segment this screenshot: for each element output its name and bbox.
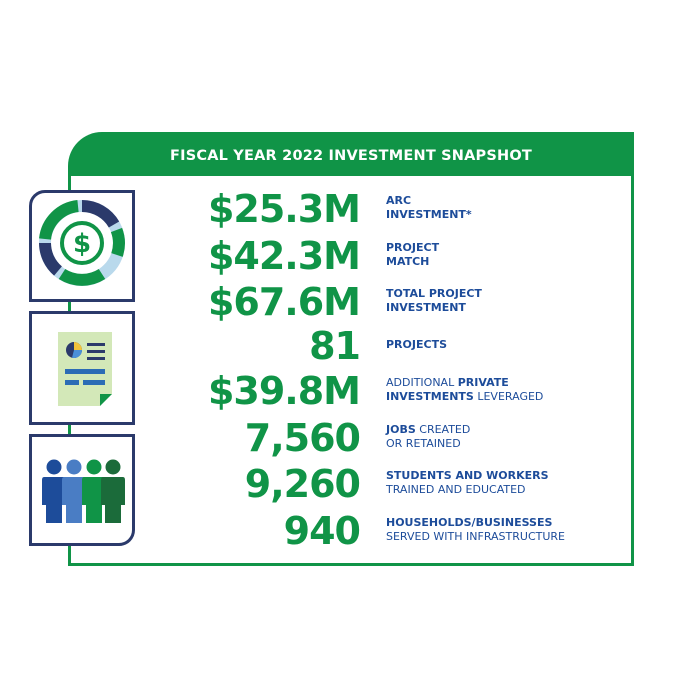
stat-households-businesses xyxy=(210,508,630,554)
stat-label-line1: STUDENTS AND WORKERS xyxy=(386,469,549,482)
stat-label-line1: PROJECTS xyxy=(386,338,447,351)
stat-value: 81 xyxy=(309,324,360,368)
stat-label-line2: INVESTMENT xyxy=(386,301,466,314)
stat-value: 7,560 xyxy=(244,416,360,460)
report-document-icon xyxy=(32,314,132,422)
stat-label xyxy=(386,516,565,544)
stat-label-line2: OR RETAINED xyxy=(386,437,461,450)
stat-label-line1-b: PRIVATE xyxy=(457,376,509,389)
stat-jobs xyxy=(210,415,630,461)
stat-label-line2: SERVED WITH INFRASTRUCTURE xyxy=(386,530,565,543)
stat-value: 9,260 xyxy=(244,462,360,506)
stat-projects xyxy=(210,323,630,369)
stat-label xyxy=(386,338,447,352)
stat-label-line1-b: CREATED xyxy=(415,423,471,436)
card-header xyxy=(68,132,634,180)
stat-value: $42.3M xyxy=(207,234,360,278)
stat-label xyxy=(386,376,543,404)
stat-label-line2: INVESTMENT* xyxy=(386,208,472,221)
people-icon-box xyxy=(29,434,135,546)
stat-value: $67.6M xyxy=(207,280,360,324)
card-title: FISCAL YEAR 2022 INVESTMENT SNAPSHOT xyxy=(170,148,532,164)
stat-label-line1: ARC xyxy=(386,194,412,207)
stat-private-investments xyxy=(207,368,630,414)
stat-value: $39.8M xyxy=(207,369,360,413)
stat-students-workers xyxy=(210,461,630,507)
dollar-coin-icon xyxy=(32,193,132,299)
people-group-icon xyxy=(32,437,132,543)
stat-value: $25.3M xyxy=(207,187,360,231)
stat-arc-investment xyxy=(207,186,630,232)
stat-label-line1: TOTAL PROJECT xyxy=(386,287,482,300)
stat-label-line1: PROJECT xyxy=(386,241,440,254)
stat-label xyxy=(386,469,549,497)
stat-project-match xyxy=(207,233,630,279)
stat-label-line2: MATCH xyxy=(386,255,430,268)
stat-label xyxy=(386,194,472,222)
stat-label-line2-a: INVESTMENTS xyxy=(386,390,474,403)
stat-label-line2-b: LEVERAGED xyxy=(473,390,544,403)
stat-label-line1-a: JOBS xyxy=(386,423,416,436)
document-icon-box xyxy=(29,311,135,425)
stat-total-project-investment xyxy=(207,279,630,325)
stat-label xyxy=(386,423,470,451)
stat-label xyxy=(386,241,439,269)
dollar-icon-box xyxy=(29,190,135,302)
stat-label xyxy=(386,287,482,315)
svg-text:$: $ xyxy=(72,229,92,259)
stat-label-line2: TRAINED AND EDUCATED xyxy=(386,483,526,496)
stat-label-line1: HOUSEHOLDS/BUSINESSES xyxy=(386,516,553,529)
stat-label-line1-a: ADDITIONAL xyxy=(386,376,458,389)
stat-value: 940 xyxy=(283,509,360,553)
